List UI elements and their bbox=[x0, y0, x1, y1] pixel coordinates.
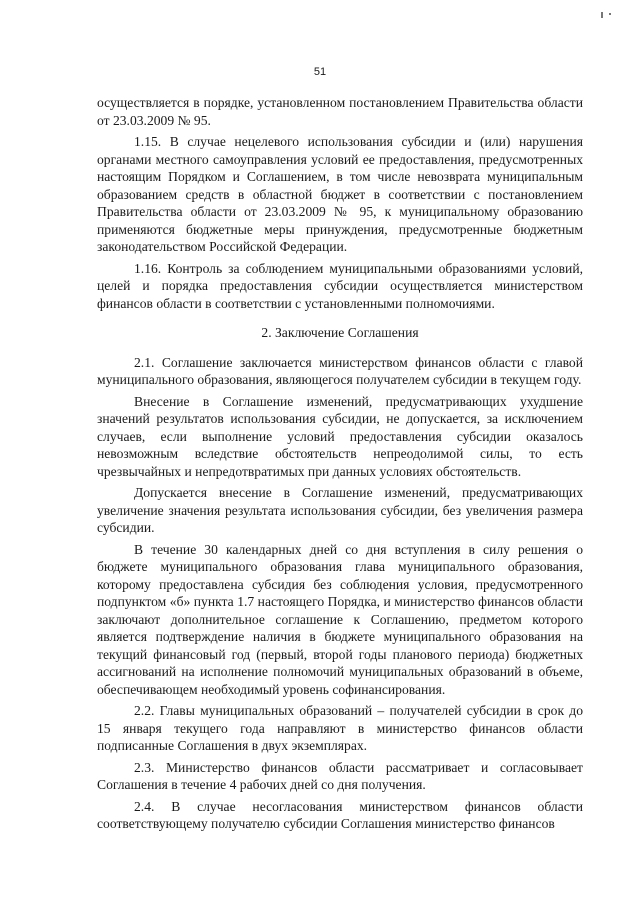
section-heading: 2. Заключение Соглашения bbox=[261, 325, 419, 340]
scan-mark bbox=[609, 13, 611, 15]
page-number: 51 bbox=[313, 66, 327, 78]
scan-mark bbox=[601, 12, 603, 18]
paragraph-1-15: 1.15. В случае нецелевого использования субсидии и (или) нарушения органами местного самоуправления условий ее предоставления, предусмотренных настоящим Порядком и Соглашением, в том числе невозврата муниципальным образованием средств в областной бюджет в соответствии с постановлением Правительства области от 23.03.2009 № 95, к муниципальному образованию применяются бюджетные меры принуждения, предусмотренные бюджетным законодательством Российской Федерации. bbox=[97, 134, 583, 254]
paragraph-additional-agreement: В течение 30 календарных дней со дня вступления в силу решения о бюджете муниципального образования глава муниципального образования, которому предоставлена субсидия без соблюдения условия, предусмотренного подпунктом «б» пункта 1.7 настоящего Порядка, и министерство финансов области заключают дополнительное соглашение к Соглашению, предметом которого является подтверждение наличия в бюджете муниципального образования на текущий финансовый год (первый, второй годы планового периода) бюджетных ассигнований на исполнение полномочий муниципальных образований в объеме, обеспечивающем необходимый уровень софинансирования. bbox=[97, 541, 583, 697]
paragraph-amendment-restriction: Внесение в Соглашение изменений, предусматривающих ухудшение значений результатов использования субсидии, не допускается, за исключением случаев, если выполнение условий предоставления субсидии оказалось невозможным вследствие обстоятельств непреодолимой силы, то есть чрезвычайных и непредотвратимых при данных условиях обстоятельств. bbox=[97, 393, 583, 479]
paragraph-2-2: 2.2. Главы муниципальных образований – получателей субсидии в срок до 15 января текущего года направляют в министерство финансов области подписанные Соглашения в двух экземплярах. bbox=[97, 703, 583, 753]
paragraph-2-1: 2.1. Соглашение заключается министерством финансов области с главой муниципального образования, являющегося получателем субсидии в текущем году. bbox=[97, 354, 583, 387]
paragraph-2-3: 2.3. Министерство финансов области рассматривает и согласовывает Соглашения в течение 4 рабочих дней со дня получения. bbox=[97, 759, 583, 792]
paragraph-1-16: 1.16. Контроль за соблюдением муниципальными образованиями условий, целей и порядка предоставления субсидии осуществляется министерством финансов области в соответствии с установленными полномочиями. bbox=[97, 260, 583, 311]
paragraph-amendment-allowed: Допускается внесение в Соглашение изменений, предусматривающих увеличение значения результата использования субсидии, без увеличения размера субсидии. bbox=[97, 485, 583, 535]
paragraph: осуществляется в порядке, установленном постановлением Правительства области от 23.03.2009 № 95. bbox=[97, 95, 583, 128]
paragraph-2-4: 2.4. В случае несогласования министерством финансов области соответствующему получателю субсидии Соглашения министерство финансов bbox=[97, 798, 583, 831]
document-body bbox=[97, 94, 583, 837]
